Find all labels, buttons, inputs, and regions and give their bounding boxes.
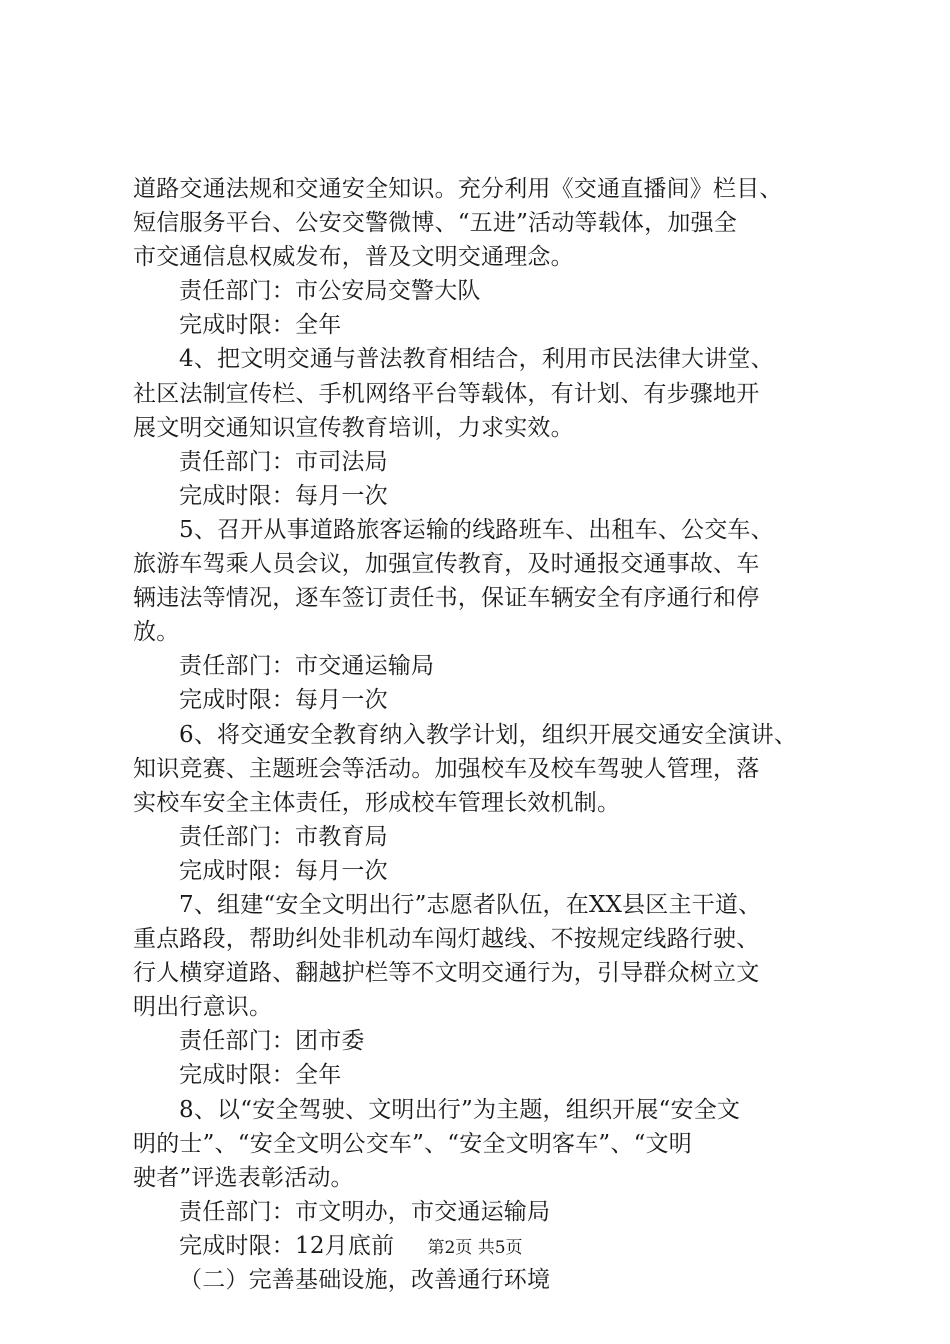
- text-line: 重点路段，帮助纠处非机动车闯灯越线、不按规定线路行驶、: [133, 926, 760, 953]
- document-body: [133, 172, 833, 1297]
- text-line: 完成时限：每月一次: [179, 482, 388, 509]
- text-line: 完成时限：12月底前: [179, 1232, 395, 1259]
- text-line: 辆违法等情况，逐车签订责任书，保证车辆安全有序通行和停: [133, 585, 760, 612]
- text-line: 展文明交通知识宣传教育培训，力求实效。: [133, 414, 574, 441]
- text-line: 6、将交通安全教育纳入教学计划，组织开展交通安全演讲、: [179, 721, 798, 748]
- text-line: 短信服务平台、公安交警微博、“五进”活动等载体，加强全: [133, 210, 737, 237]
- text-line: 4、把文明交通与普法教育相结合，利用市民法律大讲堂、: [179, 346, 774, 373]
- page-footer: 第2页 共5页: [427, 1238, 523, 1258]
- text-line: 完成时限：每月一次: [179, 687, 388, 714]
- text-line: 旅游车驾乘人员会议，加强宣传教育，及时通报交通事故、车: [133, 551, 760, 578]
- text-line: 完成时限：每月一次: [179, 857, 388, 884]
- text-line: 驶者”评选表彰活动。: [133, 1164, 354, 1191]
- text-line: （二）完善基础设施，改善通行环境: [179, 1267, 551, 1293]
- text-line: 责任部门：市司法局: [179, 448, 388, 475]
- text-line: 实校车安全主体责任，形成校车管理长效机制。: [133, 789, 621, 816]
- text-line: 8、以“安全驾驶、文明出行”为主题，组织开展“安全文: [179, 1096, 741, 1123]
- text-line: 明的士”、“安全文明公交车”、“安全文明客车”、“文明: [133, 1130, 692, 1157]
- text-line: 道路交通法规和交通安全知识。充分利用《交通直播间》栏目、: [133, 176, 783, 202]
- text-line: 完成时限：全年: [179, 1062, 342, 1089]
- text-line: 责任部门：市教育局: [179, 823, 388, 850]
- text-line: 责任部门：市公安局交警大队: [179, 278, 481, 305]
- text-line: 5、召开从事道路旅客运输的线路班车、出租车、公交车、: [179, 516, 774, 543]
- text-line: 行人横穿道路、翻越护栏等不文明交通行为，引导群众树立文: [133, 960, 760, 987]
- text-line: 明出行意识。: [133, 994, 273, 1021]
- text-line: 责任部门：团市委: [179, 1028, 365, 1055]
- text-line: 责任部门：市文明办，市交通运输局: [179, 1198, 551, 1225]
- text-line: 7、组建“安全文明出行”志愿者队伍，在XX县区主干道、: [179, 891, 762, 918]
- text-line: 社区法制宣传栏、手机网络平台等载体，有计划、有步骤地开: [133, 380, 760, 407]
- text-line: 完成时限：全年: [179, 312, 342, 339]
- text-line: 责任部门：市交通运输局: [179, 653, 435, 680]
- text-line: 市交通信息权威发布，普及文明交通理念。: [133, 244, 574, 271]
- text-line: 知识竞赛、主题班会等活动。加强校车及校车驾驶人管理，落: [133, 755, 760, 782]
- text-line: 放。: [133, 619, 180, 646]
